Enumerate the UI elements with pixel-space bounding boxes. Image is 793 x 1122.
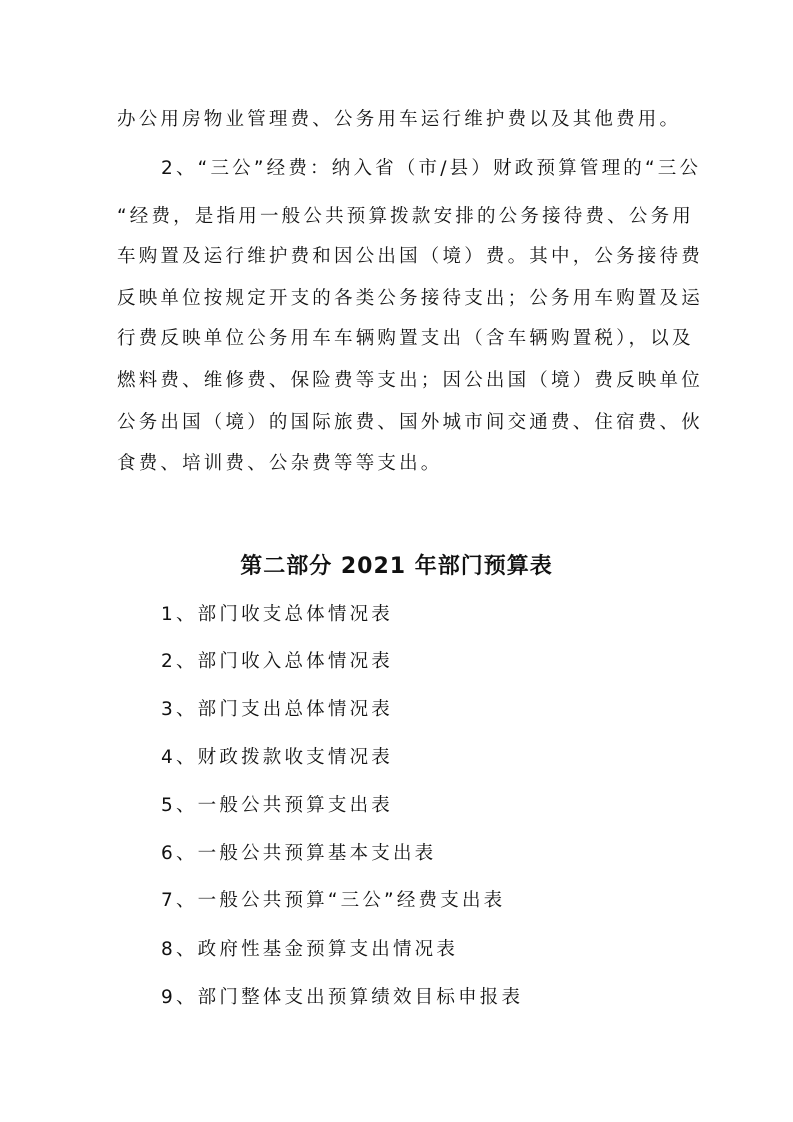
paragraph-line: 车购置及运行维护费和因公出国（境）费。其中，公务接待费 <box>117 246 703 267</box>
paragraph-line: 食费、培训费、公杂费等等支出。 <box>117 453 443 474</box>
paragraph-line: 燃料费、维修费、保险费等支出；因公出国（境）费反映单位 <box>117 370 703 391</box>
paragraph-line: 办公用房物业管理费、公务用车运行维护费以及其他费用。 <box>117 109 682 130</box>
paragraph-line: 2、“三公”经费：纳入省（市/县）财政预算管理的“三公 <box>161 158 702 179</box>
toc-item: 5、一般公共预算支出表 <box>161 795 393 816</box>
toc-item: 1、部门收支总体情况表 <box>161 604 393 625</box>
paragraph-line: 行费反映单位公务用车车辆购置支出（含车辆购置税），以及 <box>117 328 694 349</box>
toc-item: 6、一般公共预算基本支出表 <box>161 843 437 864</box>
paragraph-line: 公务出国（境）的国际旅费、国外城市间交通费、住宿费、伙 <box>117 412 703 433</box>
section-title: 第二部分 2021 年部门预算表 <box>240 554 553 579</box>
paragraph-line: 反映单位按规定开支的各类公务接待支出；公务用车购置及运 <box>117 288 703 309</box>
paragraph-line: “经费，是指用一般公共预算拨款安排的公务接待费、公务用 <box>117 206 694 227</box>
toc-item: 4、财政拨款收支情况表 <box>161 747 393 768</box>
toc-item: 3、部门支出总体情况表 <box>161 699 393 720</box>
toc-item: 7、一般公共预算“三公”经费支出表 <box>161 890 506 911</box>
toc-item: 9、部门整体支出预算绩效目标申报表 <box>161 987 524 1008</box>
toc-item: 2、部门收入总体情况表 <box>161 651 393 672</box>
toc-item: 8、政府性基金预算支出情况表 <box>161 939 459 960</box>
